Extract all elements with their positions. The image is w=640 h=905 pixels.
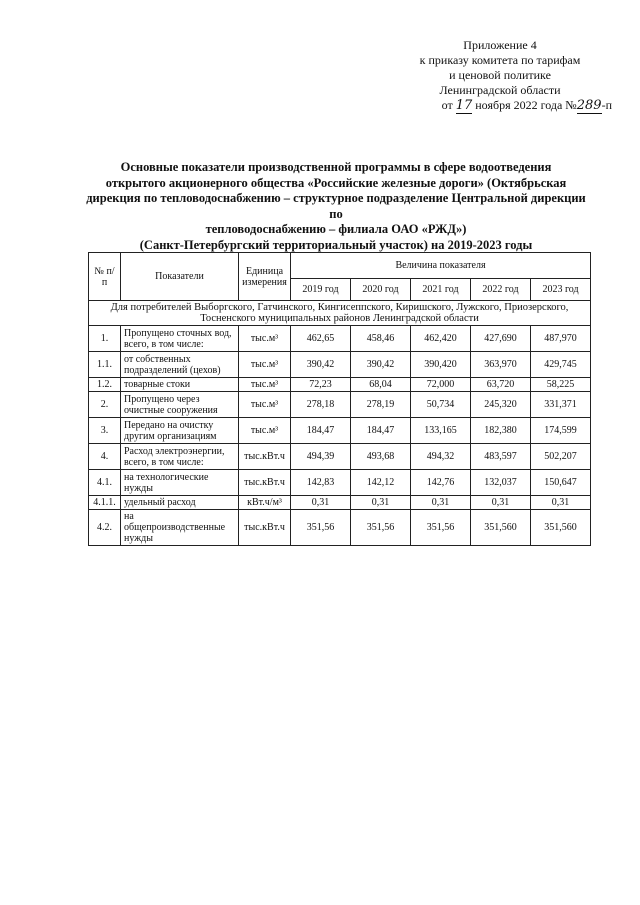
row-value: 150,647: [531, 470, 591, 496]
row-value: 493,68: [351, 444, 411, 470]
row-value: 351,56: [411, 510, 471, 546]
row-unit: тыс.кВт.ч: [239, 444, 291, 470]
title-line: открытого акционерного общества «Российские железные дороги» (Октябрьская: [105, 175, 567, 190]
row-number: 1.: [89, 326, 121, 352]
row-number: 1.1.: [89, 352, 121, 378]
row-value: 429,745: [531, 352, 591, 378]
row-value: 351,56: [291, 510, 351, 546]
title-line: Основные показатели производственной программы в сфере водоотведения: [120, 160, 552, 174]
appendix-order-line: [380, 98, 620, 114]
row-value: 142,12: [351, 470, 411, 496]
row-value: 72,000: [411, 378, 471, 392]
row-value: 174,599: [531, 418, 591, 444]
row-value: 331,371: [531, 392, 591, 418]
row-value: 182,380: [471, 418, 531, 444]
row-indicator: на технологические нужды: [121, 470, 239, 496]
row-unit: тыс.кВт.ч: [239, 470, 291, 496]
row-number: 1.2.: [89, 378, 121, 392]
row-value: 68,04: [351, 378, 411, 392]
row-value: 133,165: [411, 418, 471, 444]
row-number: 4.1.: [89, 470, 121, 496]
document-title: [86, 160, 586, 253]
row-value: 132,037: [471, 470, 531, 496]
row-value: 494,32: [411, 444, 471, 470]
row-indicator: от собственных подразделений (цехов): [121, 352, 239, 378]
row-unit: тыс.кВт.ч: [239, 510, 291, 546]
row-value: 427,690: [471, 326, 531, 352]
row-value: 278,19: [351, 392, 411, 418]
row-value: 462,420: [411, 326, 471, 352]
order-number: 289: [576, 98, 602, 113]
row-value: 502,207: [531, 444, 591, 470]
order-mid: ноября 2022 года №: [475, 98, 577, 112]
appendix-region: Ленинградской области: [439, 83, 561, 97]
row-value: 487,970: [531, 326, 591, 352]
row-value: 390,420: [411, 352, 471, 378]
appendix-block: [380, 38, 620, 114]
section-header: Для потребителей Выборгского, Гатчинского, Кингисеппского, Киришского, Лужского, Приозерского, Тосненского муниципальных районов Ленинградской области: [89, 301, 591, 326]
table-row: [89, 326, 591, 352]
appendix-committee: и ценовой политике: [449, 68, 551, 82]
table-row: [89, 418, 591, 444]
row-value: 458,46: [351, 326, 411, 352]
row-indicator: Расход электроэнергии, всего, в том числе:: [121, 444, 239, 470]
row-unit: тыс.м³: [239, 378, 291, 392]
appendix-order-ref: к приказу комитета по тарифам: [419, 53, 581, 67]
row-indicator: Передано на очистку другим организациям: [121, 418, 239, 444]
row-value: 142,83: [291, 470, 351, 496]
row-value: 390,42: [291, 352, 351, 378]
row-value: 351,560: [531, 510, 591, 546]
order-prefix: от: [441, 98, 453, 112]
row-unit: тыс.м³: [239, 326, 291, 352]
row-indicator: удельный расход: [121, 496, 239, 510]
table-row: [89, 496, 591, 510]
row-unit: тыс.м³: [239, 392, 291, 418]
row-value: 63,720: [471, 378, 531, 392]
header-year: 2020 год: [351, 279, 411, 301]
row-number: 4.2.: [89, 510, 121, 546]
row-value: 50,734: [411, 392, 471, 418]
row-value: 0,31: [471, 496, 531, 510]
table-row: [89, 510, 591, 546]
row-value: 72,23: [291, 378, 351, 392]
title-line: дирекция по тепловодоснабжению – структурное подразделение Центральной дирекции по: [86, 191, 586, 221]
row-value: 0,31: [411, 496, 471, 510]
title-line: тепловодоснабжению – филиала ОАО «РЖД»): [205, 222, 467, 236]
row-value: 0,31: [531, 496, 591, 510]
header-year: 2023 год: [531, 279, 591, 301]
indicators-table: [88, 252, 591, 546]
row-value: 184,47: [351, 418, 411, 444]
row-value: 483,597: [471, 444, 531, 470]
row-value: 494,39: [291, 444, 351, 470]
row-indicator: на общепроизводственные нужды: [121, 510, 239, 546]
row-value: 0,31: [291, 496, 351, 510]
row-value: 184,47: [291, 418, 351, 444]
row-value: 363,970: [471, 352, 531, 378]
row-value: 58,225: [531, 378, 591, 392]
row-number: 4.: [89, 444, 121, 470]
row-value: 245,320: [471, 392, 531, 418]
table-row: [89, 392, 591, 418]
header-year: 2022 год: [471, 279, 531, 301]
row-indicator: товарные стоки: [121, 378, 239, 392]
header-unit: Единица измерения: [239, 253, 291, 301]
header-num: № п/п: [89, 253, 121, 301]
header-indicator: Показатели: [121, 253, 239, 301]
row-number: 3.: [89, 418, 121, 444]
table-row: [89, 378, 591, 392]
header-value: Величина показателя: [291, 253, 591, 279]
appendix-title: Приложение 4: [463, 38, 537, 52]
row-value: 351,560: [471, 510, 531, 546]
title-line: (Санкт-Петербургский территориальный участок) на 2019-2023 годы: [139, 237, 533, 252]
row-indicator: Пропущено через очистные сооружения: [121, 392, 239, 418]
row-unit: тыс.м³: [239, 352, 291, 378]
row-number: 4.1.1.: [89, 496, 121, 510]
header-year: 2021 год: [411, 279, 471, 301]
row-value: 462,65: [291, 326, 351, 352]
row-value: 390,42: [351, 352, 411, 378]
row-unit: кВт.ч/м³: [239, 496, 291, 510]
row-value: 0,31: [351, 496, 411, 510]
row-number: 2.: [89, 392, 121, 418]
header-year: 2019 год: [291, 279, 351, 301]
table-row: [89, 352, 591, 378]
row-value: 142,76: [411, 470, 471, 496]
row-unit: тыс.м³: [239, 418, 291, 444]
table-row: [89, 470, 591, 496]
table-row: [89, 444, 591, 470]
order-suffix: -п: [601, 98, 612, 112]
row-indicator: Пропущено сточных вод, всего, в том числе:: [121, 326, 239, 352]
row-value: 351,56: [351, 510, 411, 546]
row-value: 278,18: [291, 392, 351, 418]
order-day: 17: [455, 98, 473, 113]
